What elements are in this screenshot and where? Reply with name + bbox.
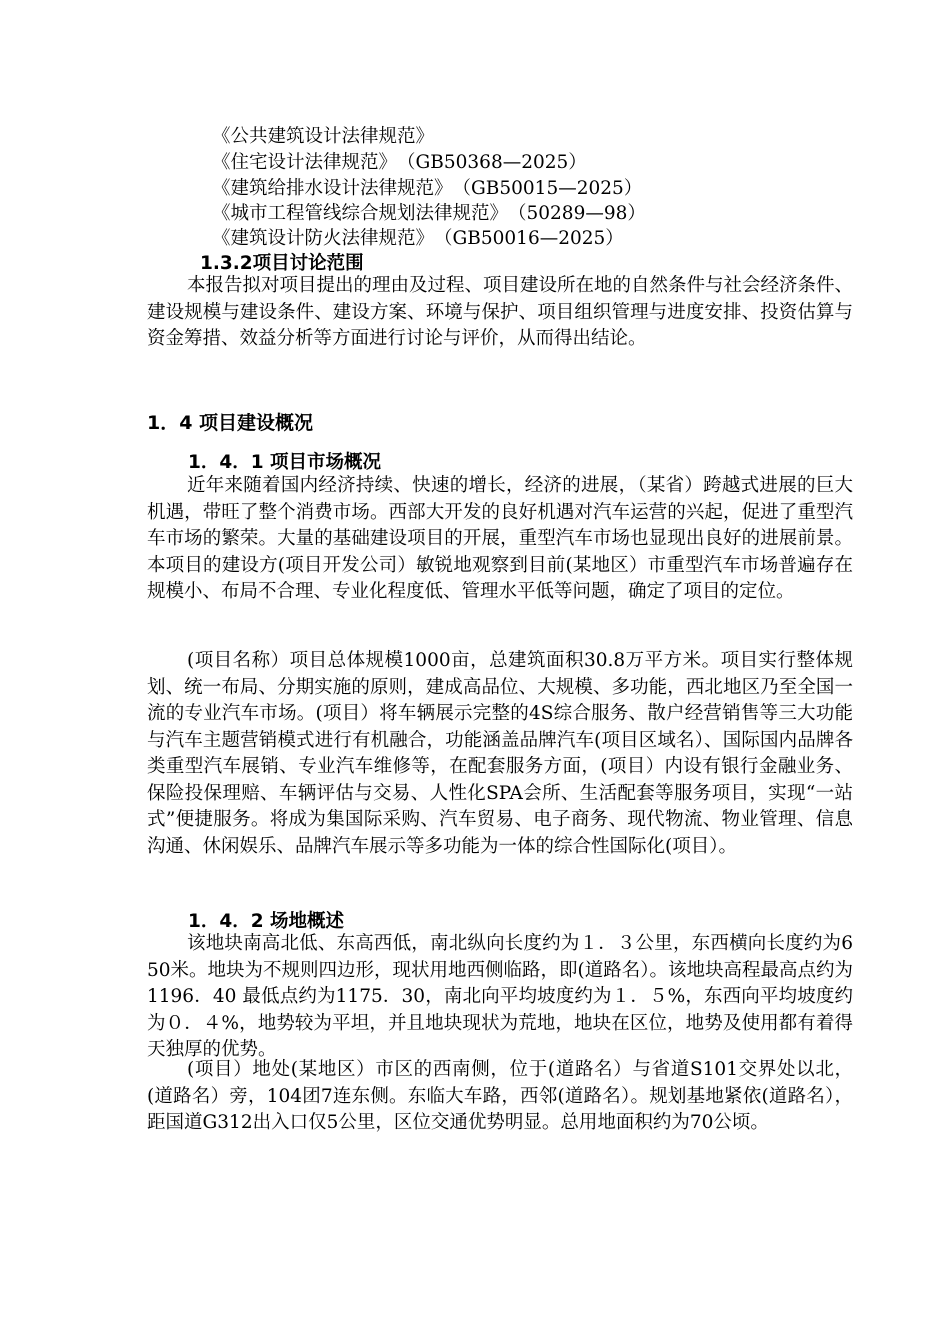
section-heading-1-4-1: 1．4．1 项目市场概况 — [188, 452, 382, 473]
standard-item: 《公共建筑设计法律规范》 — [212, 126, 435, 147]
section-paragraph: 近年来随着国内经济持续、快速的增长，经济的进展，（某省）跨越式进展的巨大机遇，带旺了整个消费市场。西部大开发的良好机遇对汽车运营的兴起，促进了重型汽车市场的繁荣。大量的基础建设项目的开展，重型汽车市场也显现出良好的进展前景。本项目的建设方(项目开发公司）敏锐地观察到目前(某地区）市重型汽车市场普遍存在规模小、布局不合理、专业化程度低、管理水平低等问题，确定了项目的定位。 — [147, 475, 853, 602]
standard-item: 《城市工程管线综合规划法律规范》 （50289—98） — [212, 203, 646, 224]
section-heading-1-4-2: 1．4．2 场地概述 — [188, 911, 345, 932]
section-paragraph: (项目）地处(某地区）市区的西南侧，位于(道路名）与省道S101交界处以北，(道路名）旁，104团7连东侧。东临大车路，西邻(道路名）。规划基地紧依(道路名），距国道G312出入口仅5公里，区位交通优势明显。总用地面积约为70公顷。 — [147, 1059, 853, 1133]
section-paragraph: (项目名称）项目总体规模1000亩，总建筑面积30.8万平方米。项目实行整体规划、统一布局、分期实施的原则，建成高品位、大规模、多功能，西北地区乃至全国一流的专业汽车市场。(项目）将车辆展示完整的4S综合服务、散户经营销售等三大功能与汽车主题营销模式进行有机融合，功能涵盖品牌汽车(项目区域名）、国际国内品牌各类重型汽车展销、专业汽车维修等，在配套服务方面，(项目）内设有银行金融业务、保险投保理赔、车辆评估与交易、人性化SPA会所、生活配套等服务项目，实现“一站式”便捷服务。将成为集国际采购、汽车贸易、电子商务、现代物流、物业管理、信息沟通、休闲娱乐、品牌汽车展示等多功能为一体的综合性国际化(项目）。 — [147, 650, 853, 857]
standard-item: 《建筑设计防火法律规范》 （GB50016—2025） — [212, 228, 624, 249]
standard-item: 《建筑给排水设计法律规范》 （GB50015—2025） — [212, 178, 643, 199]
section-paragraph: 本报告拟对项目提出的理由及过程、项目建设所在地的自然条件与社会经济条件、建设规模与建设条件、建设方案、环境与保护、项目组织管理与进度安排、投资估算与资金筹措、效益分析等方面进行讨论与评价，从而得出结论。 — [147, 275, 854, 349]
section-paragraph: 该地块南高北低、东高西低，南北纵向长度约为１．３公里，东西横向长度约为650米。地块为不规则四边形，现状用地西侧临路，即(道路名）。该地块高程最高点约为1196．40 最低点约为1175．30，南北向平均坡度约为１．５%，东西向平均坡度约为０．４%，地势较为平坦，并且地块现状为荒地，地块在区位，地势及使用都有着得天独厚的优势。 — [147, 933, 854, 1060]
section-heading-1-4: 1．4 项目建设概况 — [147, 412, 314, 434]
standard-item: 《住宅设计法律规范》 （GB50368—2025） — [212, 152, 587, 173]
section-heading-1-3-2: 1.3.2项目讨论范围 — [200, 253, 364, 274]
